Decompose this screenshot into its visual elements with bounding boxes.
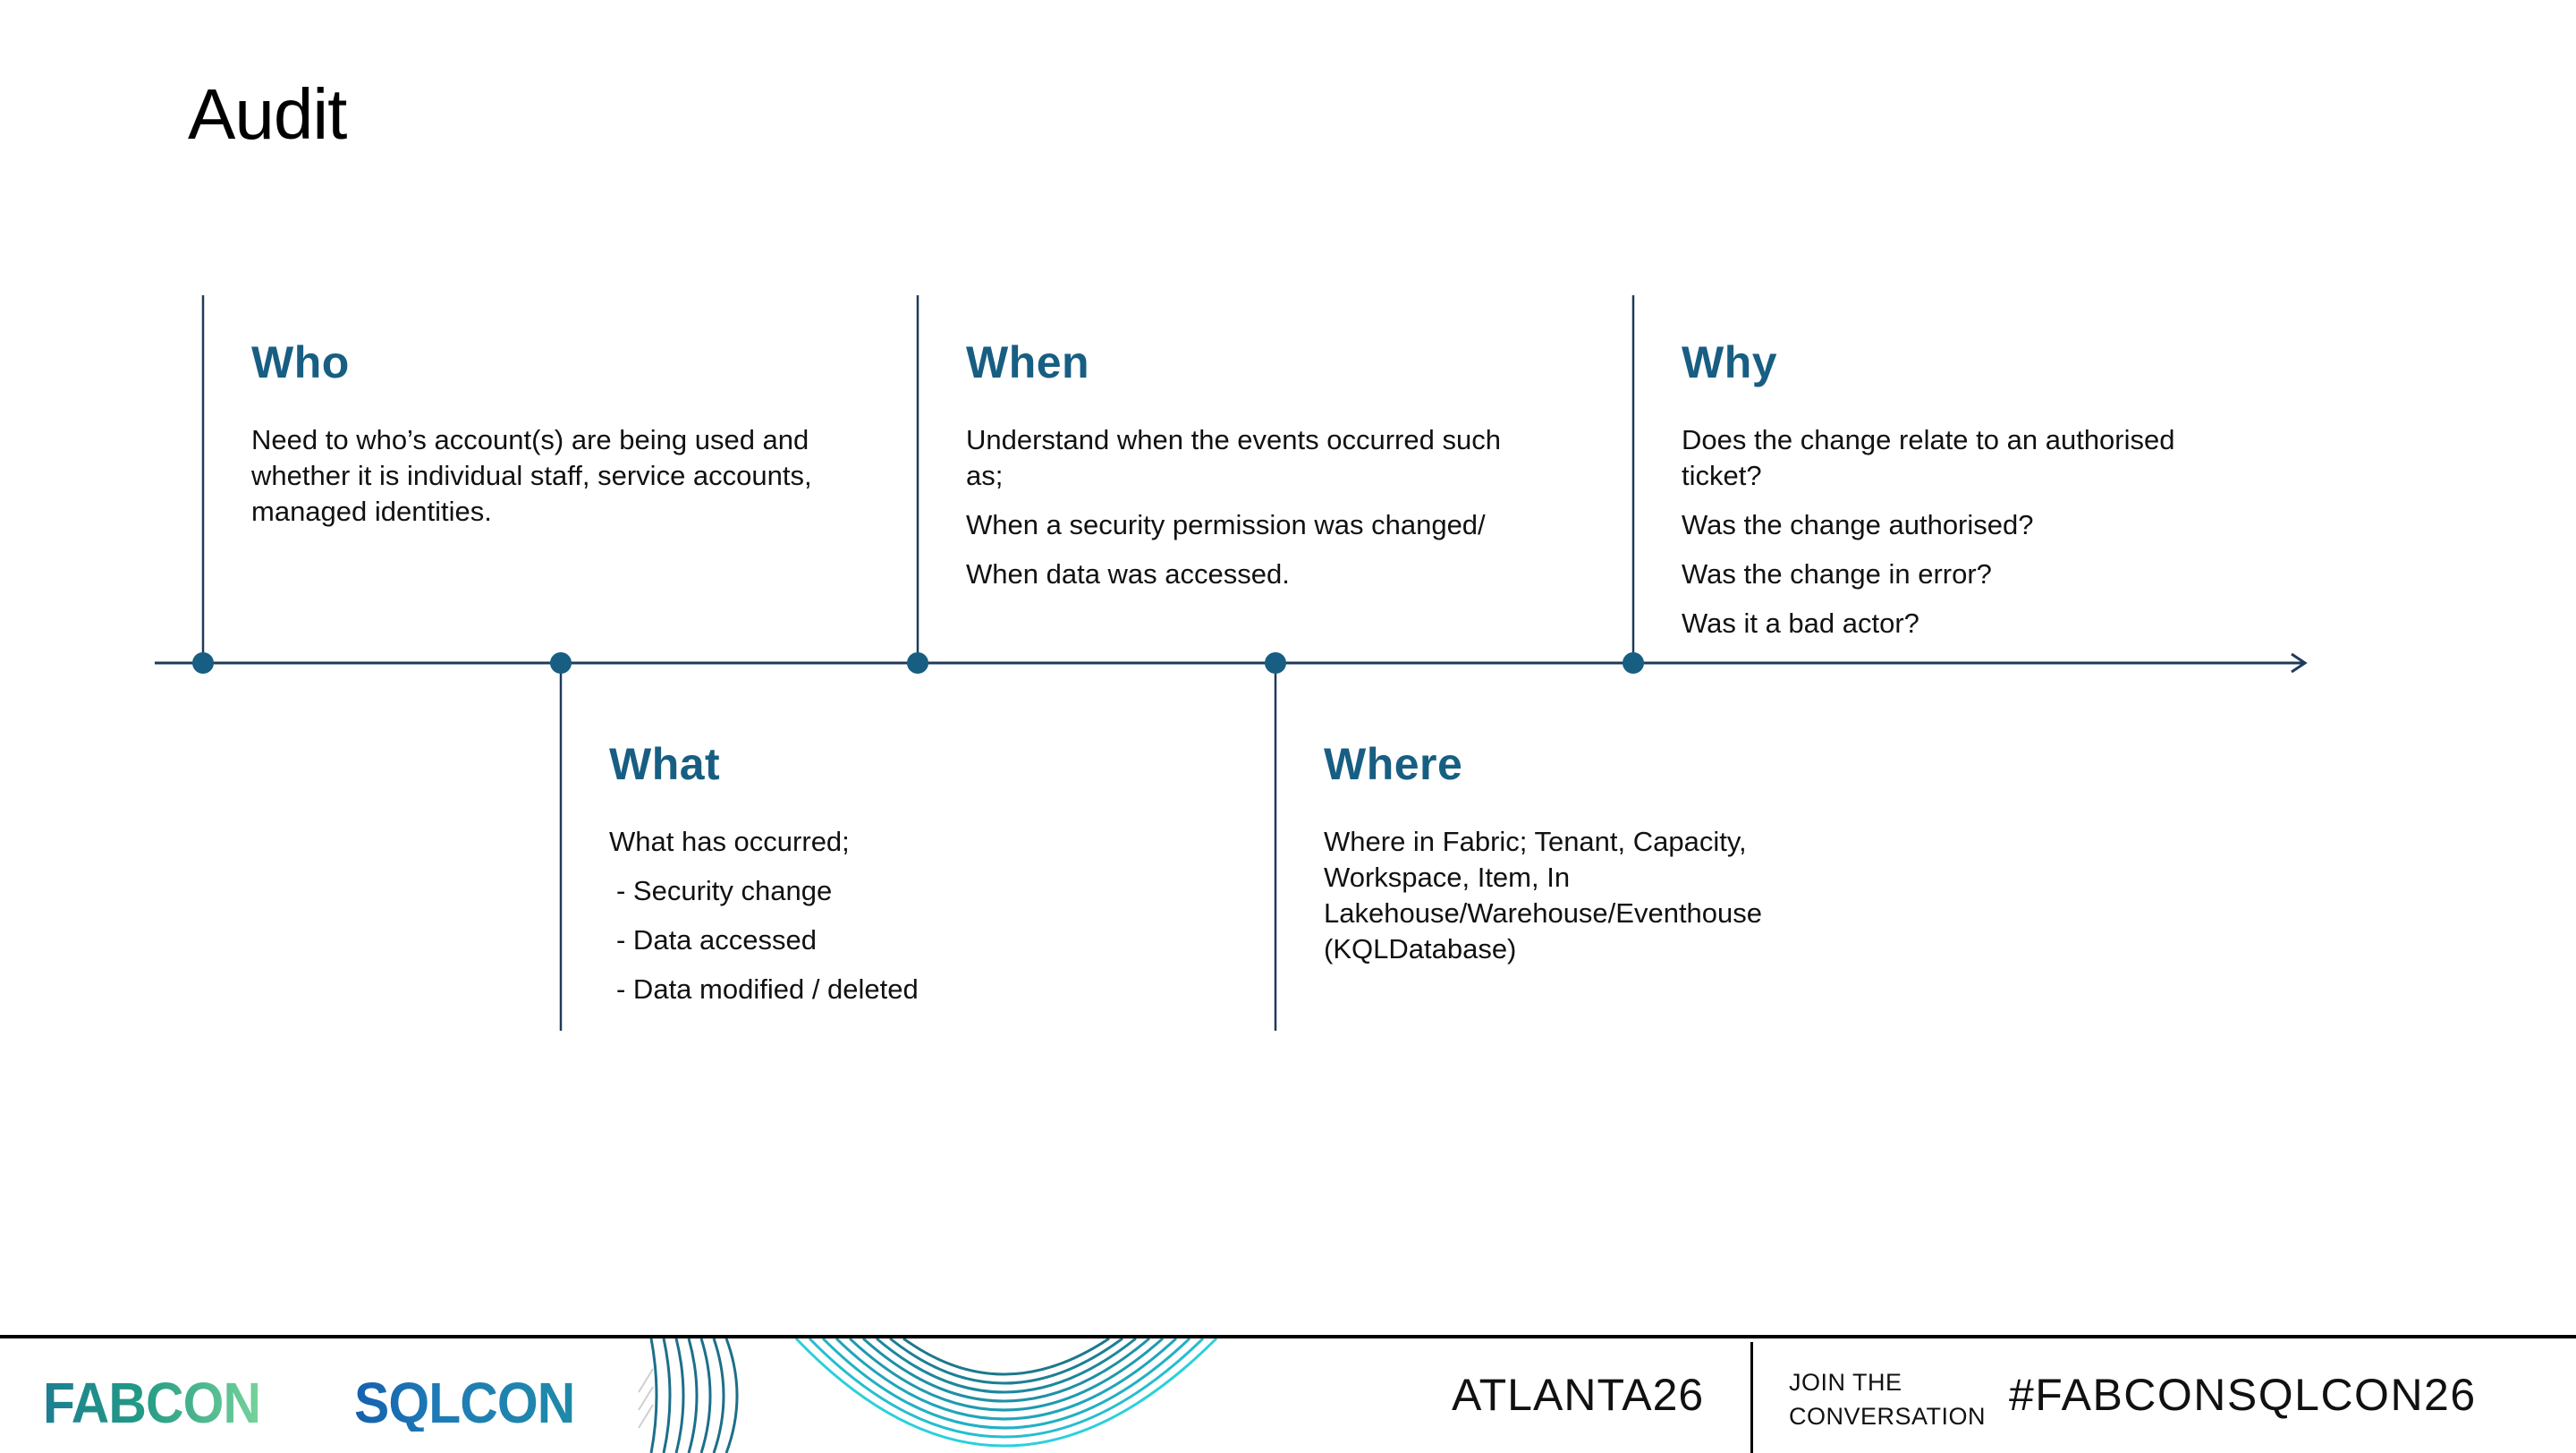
card-heading: When: [966, 337, 1090, 387]
card-paragraph: Was the change authorised?: [1682, 509, 2034, 540]
join-conversation-label: [1789, 1365, 1986, 1433]
event-hashtag: #FABCONSQLCON26: [2009, 1370, 2477, 1420]
card-heading: Why: [1682, 337, 1778, 387]
card-heading: Where: [1324, 739, 1463, 789]
card-body: [966, 422, 1521, 592]
decorative-arcs-graphic: [626, 1338, 1270, 1453]
sqlcon-logo: SQLCON: [354, 1371, 575, 1435]
event-location: ATLANTA26: [1452, 1370, 1705, 1420]
card-paragraph: Where in Fabric; Tenant, Capacity, Workspace, Item, In Lakehouse/Warehouse/Eventhouse (KQLDatabase): [1324, 826, 1763, 964]
card-list-item: - Data modified / deleted: [616, 973, 919, 1005]
card-paragraph: What has occurred;: [609, 826, 850, 857]
card-paragraph: Was the change in error?: [1682, 558, 1992, 590]
card-when: [966, 337, 1574, 606]
timeline-dot-who: [192, 652, 214, 674]
card-paragraph: Need to who’s account(s) are being used and whether it is individual staff, service accounts, managed identities.: [251, 424, 812, 527]
card-paragraph: Does the change relate to an authorised ticket?: [1682, 424, 2175, 491]
timeline-dot-when: [907, 652, 928, 674]
card-body: [1324, 824, 1852, 967]
card-list-item: - Security change: [616, 875, 833, 906]
card-why: [1682, 337, 2290, 655]
card-list-item: - Data accessed: [616, 924, 817, 956]
card-paragraph: When a security permission was changed/: [966, 509, 1486, 540]
fabcon-logo: FABCON: [43, 1371, 261, 1435]
card-heading: Who: [251, 337, 350, 387]
slide-title: Audit: [188, 74, 347, 154]
footer-bar: [0, 1335, 2576, 1453]
timeline-dot-why: [1623, 652, 1644, 674]
card-heading: What: [609, 739, 721, 789]
card-paragraph: When data was accessed.: [966, 558, 1290, 590]
card-body: [609, 824, 1217, 1007]
join-line-2: CONVERSATION: [1789, 1403, 1987, 1430]
timeline-dot-where: [1265, 652, 1286, 674]
card-body: [251, 422, 824, 530]
card-paragraph: Was it a bad actor?: [1682, 608, 1919, 639]
card-where: [1324, 739, 1932, 981]
timeline-dot-what: [550, 652, 572, 674]
card-who: [251, 337, 860, 543]
footer-divider: [1750, 1342, 1753, 1453]
card-body: [1682, 422, 2254, 642]
card-what: [609, 739, 1217, 1021]
card-paragraph: Understand when the events occurred such as;: [966, 424, 1501, 491]
join-line-1: JOIN THE: [1789, 1369, 1902, 1396]
